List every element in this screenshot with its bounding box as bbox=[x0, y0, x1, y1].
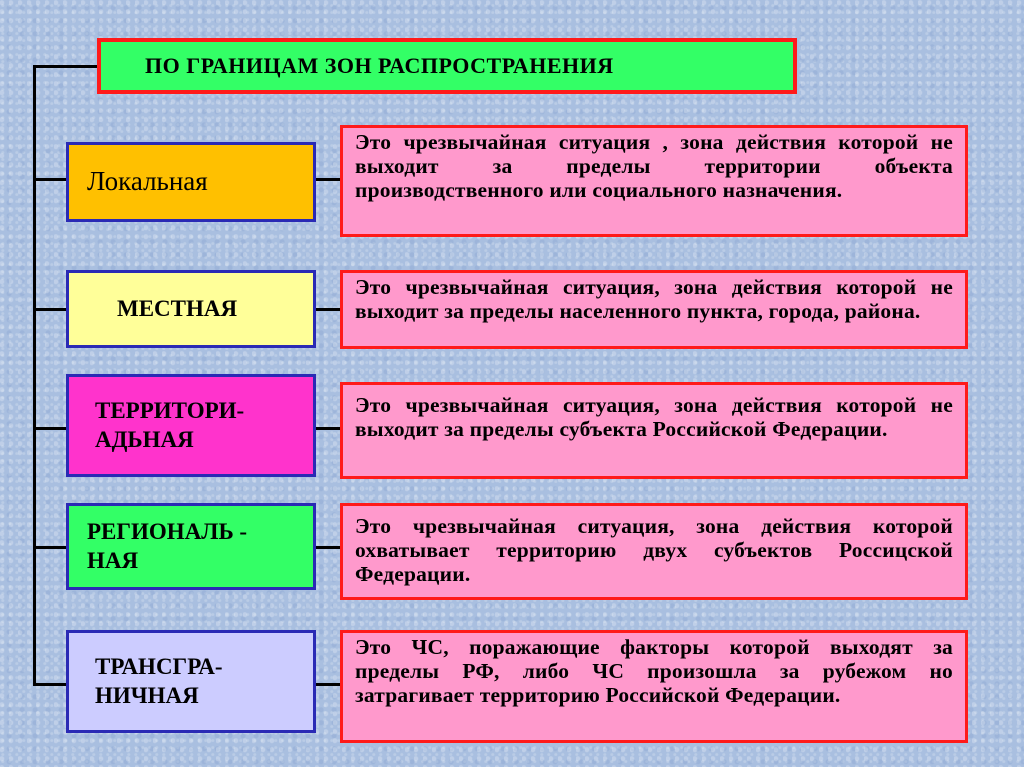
category-municipal: МЕСТНАЯ bbox=[66, 270, 316, 348]
title-connector bbox=[33, 65, 99, 68]
description-transboundary: Это ЧС, поражающие факторы которой выходят за пределы РФ, либо ЧС произошла за рубежом но затрагивает территорию Российской Федерации. bbox=[340, 630, 968, 743]
description-territorial: Это чрезвычайная ситуация, зона действия которой не выходит за пределы субъекта Российской Федерации. bbox=[340, 382, 968, 479]
desc-connector-5 bbox=[316, 683, 341, 686]
category-regional: РЕГИОНАЛЬ - НАЯ bbox=[66, 503, 316, 590]
branch-line-1 bbox=[33, 178, 67, 181]
category-territorial: ТЕРРИТОРИ- АДЬНАЯ bbox=[66, 374, 316, 477]
description-regional: Это чрезвычайная ситуация, зона действия которой охватывает территорию двух субъектов Россицской Федерации. bbox=[340, 503, 968, 600]
main-vertical-line bbox=[33, 65, 36, 685]
diagram-title: ПО ГРАНИЦАМ ЗОН РАСПРОСТРАНЕНИЯ bbox=[97, 38, 797, 94]
desc-connector-4 bbox=[316, 546, 341, 549]
branch-line-2 bbox=[33, 308, 67, 311]
desc-connector-3 bbox=[316, 427, 341, 430]
category-transboundary: ТРАНСГРА- НИЧНАЯ bbox=[66, 630, 316, 733]
branch-line-4 bbox=[33, 546, 67, 549]
branch-line-5 bbox=[33, 683, 67, 686]
desc-connector-2 bbox=[316, 308, 341, 311]
description-municipal: Это чрезвычайная ситуация, зона действия которой не выходит за пределы населенного пункта, города, района. bbox=[340, 270, 968, 349]
branch-line-3 bbox=[33, 427, 67, 430]
category-local: Локальная bbox=[66, 142, 316, 222]
description-local: Это чрезвычайная ситуация , зона действия которой не выходит за пределы территории объекта производственного или социального назначения. bbox=[340, 125, 968, 237]
desc-connector-1 bbox=[316, 178, 341, 181]
